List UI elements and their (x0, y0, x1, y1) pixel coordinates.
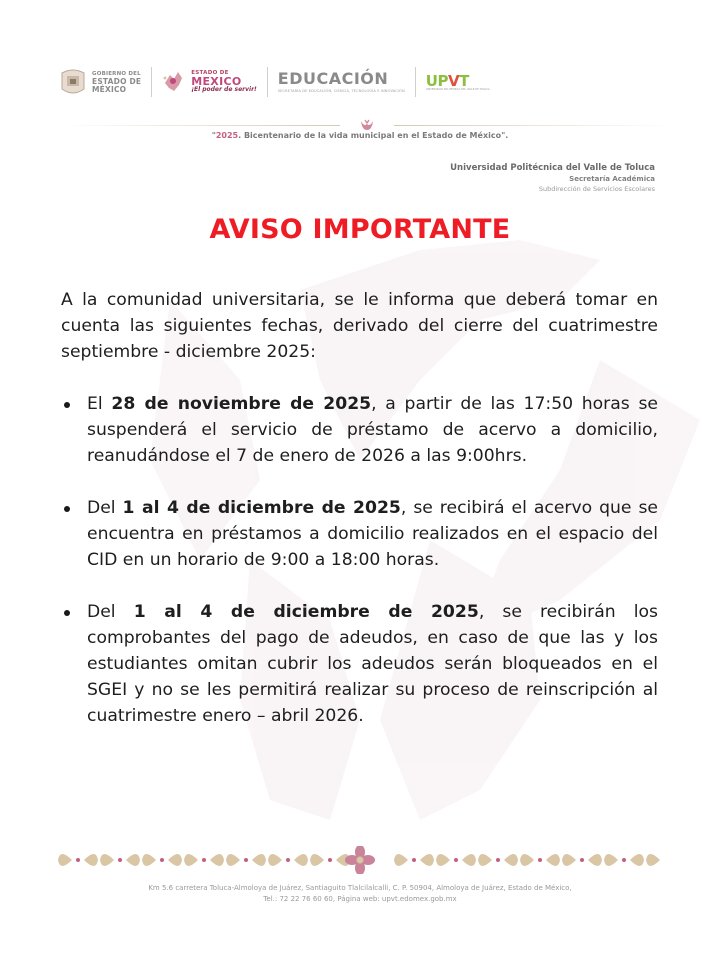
item-prefix: Del (87, 602, 134, 622)
university-name: Universidad Politécnica del Valle de Toluca (450, 163, 655, 173)
edomex-bird-icon (162, 69, 188, 95)
ornament-leaf-motif (58, 854, 98, 866)
upvt-letter: T (459, 71, 469, 90)
edomex-logo (162, 69, 257, 95)
upvt-subtitle: UNIVERSIDAD POLITÉCNICA DEL VALLE DE TOLUCA (425, 87, 490, 91)
gobierno-line3: MÉXICO (92, 84, 127, 94)
edomex-tagline: ¡El poder de servir! (191, 86, 257, 94)
notice-items (61, 391, 658, 729)
notice-title: AVISO IMPORTANTE (209, 214, 511, 245)
item-text: , se recibirá el acervo que se encuentra en préstamos a domicilio realizados en el espacio del CID en un horario de 9:00 a 18:00 horas. (87, 498, 658, 570)
item-prefix: Del (87, 498, 123, 518)
flower-icon (360, 119, 374, 131)
footer-ornament (58, 846, 662, 874)
gobierno-line2: ESTADO DE (92, 76, 142, 86)
logo-separator (151, 67, 152, 97)
footer-address: Km 5.6 carretera Toluca-Almoloya de Juárez, Santiaguito Tlalcilalcalli, C. P. 50904, Almoloya de Juárez, Estado de México, (148, 884, 572, 892)
ornament-leaf-motif (436, 854, 476, 866)
notice-body (61, 287, 658, 755)
ornament-leaf-motif (226, 854, 266, 866)
educacion-subtitle: SECRETARÍA DE EDUCACIÓN, CIENCIA, TECNOLOGÍA E INNOVACIÓN (277, 89, 405, 93)
slogan-year: 2025 (215, 131, 239, 140)
state-coat-of-arms-icon (60, 67, 86, 97)
ornament-leaf-motif (646, 854, 662, 866)
institution-block (450, 163, 655, 194)
educacion-title: EDUCACIÓN (277, 69, 389, 88)
ornament-leaf-motif (310, 854, 350, 866)
item-date: 1 al 4 de diciembre de 2025 (133, 602, 479, 622)
upvt-letter: P (437, 71, 448, 90)
header-divider (62, 122, 672, 130)
ornament-leaf-motif (562, 854, 602, 866)
item-date: 1 al 4 de diciembre de 2025 (122, 498, 401, 518)
ornament-leaf-motif (142, 854, 182, 866)
ornament-leaf-motif (478, 854, 518, 866)
logo-separator (267, 67, 268, 97)
footer-contact: Tel.: 72 22 76 60 60, Página web: upvt.edomex.gob.mx (263, 895, 457, 903)
ornament-leaf-motif (394, 854, 434, 866)
upvt-logo (425, 71, 490, 91)
logo-separator (415, 67, 416, 97)
upvt-letter: U (425, 71, 438, 90)
edomex-line2: MEXICO (191, 75, 242, 89)
ornament-leaf-motif (520, 854, 560, 866)
item-text: , a partir de las 17:50 horas se suspenderá el servicio de préstamo de acervo a domicilio, reanudándose el 7 de enero de 2026 a las 9:00hrs. (87, 394, 658, 466)
slogan-quote: " (211, 131, 216, 140)
upvt-letter: V (447, 71, 460, 90)
ornament-leaf-motif (184, 854, 224, 866)
gobierno-line1: GOBIERNO DEL (92, 70, 141, 77)
secretariat-name: Secretaría Académica (569, 175, 655, 183)
educacion-logo (278, 71, 405, 93)
notice-item (61, 495, 658, 573)
slogan-text: . Bicentenario de la vida municipal en el Estado de México". (238, 131, 509, 140)
notice-item (61, 391, 658, 469)
notice-intro: A la comunidad universitaria, se le informa que deberá tomar en cuenta las siguientes fechas, derivado del cierre del cuatrimestre septiembre - diciembre 2025: (61, 290, 658, 362)
footer (0, 883, 720, 905)
gobierno-logo-text (92, 71, 141, 94)
item-prefix: El (87, 394, 112, 414)
item-date: 28 de noviembre de 2025 (111, 394, 372, 414)
edomex-line1: ESTADO DE (191, 69, 229, 76)
ornament-flower-icon (345, 846, 375, 874)
notice-item (61, 599, 658, 729)
ornament-leaf-motif (604, 854, 644, 866)
department-name: Subdirección de Servicios Escolares (538, 185, 655, 193)
slogan (0, 131, 720, 140)
item-text: , se recibirán los comprobantes del pago de adeudos, en caso de que las y los estudiantes omitan cubrir los adeudos serán bloqueados en el SGEI y no se les permitirá realizar su proceso de reinscripción al cuatrimestre enero – abril 2026. (87, 602, 658, 726)
ornament-leaf-motif (100, 854, 140, 866)
ornament-leaf-motif (268, 854, 308, 866)
header-logos (60, 62, 500, 102)
